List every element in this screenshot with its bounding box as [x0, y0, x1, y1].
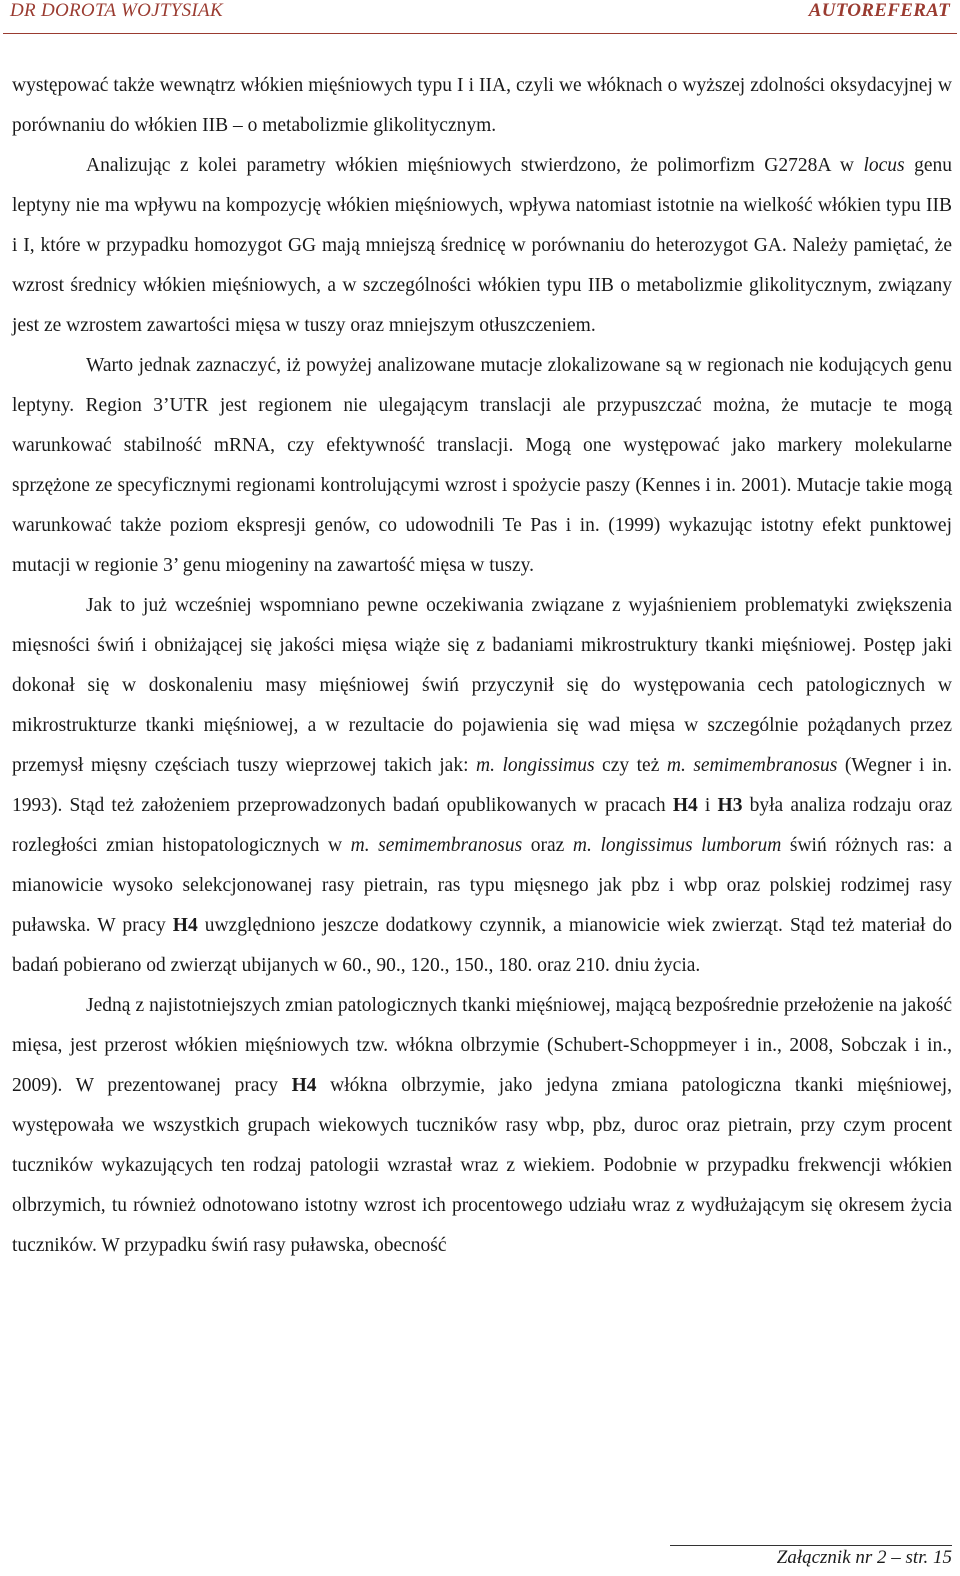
page-header	[10, 0, 950, 34]
paragraph-4: Jak to już wcześniej wspomniano pewne oczekiwania związane z wyjaśnieniem problematyki zwiększenia mięsności świń i obniżającej się jakości mięsa wiąże się z badaniami mikrostruktury tkanki mięśniowej. Postęp jaki dokonał się w doskonaleniu masy mięśniowej świń przyczynił się do występowania cech patologicznych w mikrostrukturze tkanki mięśniowej, a w rezultacie do pojawienia się wad mięsa w szczególnie pożądanych przez przemysł mięsny częściach tuszy wieprzowej takich jak: m. longissimus czy też m. semimembranosus (Wegner i in. 1993). Stąd też założeniem przeprowadzonych badań opublikowanych w pracach H4 i H3 była analiza rodzaju oraz rozległości zmian histopatologicznych w m. semimembranosus oraz m. longissimus lumborum świń różnych ras: a mianowicie wysoko selekcjonowanej rasy pietrain, ras typu mięsnego jak pbz i wbp oraz polskiej rodzimej rasy puławska. W pracy H4 uwzględniono jeszcze dodatkowy czynnik, a mianowicie wiek zwierząt. Stąd też materiał do badań pobierano od zwierząt ubijanych w 60., 90., 120., 150., 180. oraz 210. dniu życia.	[12, 595, 953, 976]
paragraph-3: Warto jednak zaznaczyć, iż powyżej analizowane mutacje zlokalizowane są w regionach nie kodujących genu leptyny. Region 3’UTR jest regionem nie ulegającym translacji ale przypuszczać można, że mutacje te mogą warunkować stabilność mRNA, czy efektywność translacji. Mogą one występować jako markery molekularne sprzężone ze specyficznymi regionami kontrolującymi wzrost i spożycie paszy (Kennes i in. 2001). Mutacje takie mogą warunkować także poziom ekspresji genów, co udowodnili Te Pas i in. (1999) wykazując istotny efekt punktowej mutacji w regionie 3’ genu miogeniny na zawartość mięsa w tuszy.	[12, 355, 952, 576]
italic-term: locus	[863, 155, 905, 176]
paragraph-1: występować także wewnątrz włókien mięśniowych typu I i IIA, czyli we włóknach o wyższej zdolności oksydacyjnej w porównaniu do włókien IIB – o metabolizmie glikolitycznym.	[12, 75, 952, 136]
italic-term: m. semimembranosus	[666, 755, 838, 776]
bold-ref: H4	[672, 795, 698, 816]
paragraph-2: Analizując z kolei parametry włókien mięśniowych stwierdzono, że polimorfizm G2728A w locus genu leptyny nie ma wpływu na kompozycję włókien mięśniowych, wpływa natomiast istotnie na wielkość włókien typu IIB i I, które w przypadku homozygot GG mają mniejszą średnicę w porównaniu do heterozygot GA. Należy pamiętać, że wzrost średnicy włókien mięśniowych, a w szczególności włókien typu IIB o metabolizmie glikolitycznym, związany jest ze wzrostem zawartości mięsa w tuszy oraz mniejszym otłuszczeniem.	[12, 155, 953, 336]
italic-term: m. longissimus	[476, 755, 595, 776]
paragraph-5: Jedną z najistotniejszych zmian patologicznych tkanki mięśniowej, mającą bezpośrednie przełożenie na jakość mięsa, jest przerost włókien mięśniowych tzw. włókna olbrzymie (Schubert-Schoppmeyer i in., 2008, Sobczak i in., 2009). W prezentowanej pracy H4 włókna olbrzymie, jako jedyna zmiana patologiczna tkanki mięśniowej, występowała we wszystkich grupach wiekowych tuczników rasy wbp, pbz, duroc oraz pietrain, przy czym procent tuczników wykazujących ten rodzaj patologii wzrastał wraz z wiekiem. Podobnie w przypadku frekwencji włókien olbrzymich, tu również odnotowano istotny wzrost ich procentowego udziału wraz z wydłużającym się okresem życia tuczników. W przypadku świń rasy puławska, obecność	[12, 995, 952, 1256]
bold-ref: H3	[717, 795, 743, 816]
italic-term: m. longissimus lumborum	[572, 835, 782, 856]
bold-ref: H4	[291, 1075, 317, 1096]
document-body	[12, 66, 952, 1266]
header-divider	[3, 33, 957, 34]
header-author: DR DOROTA WOJTYSIAK	[10, 0, 223, 21]
bold-ref: H4	[172, 915, 198, 936]
footer-divider	[670, 1545, 952, 1546]
page-footer: Załącznik nr 2 – str. 15	[776, 1547, 952, 1568]
header-doc-type: AUTOREFERAT	[808, 0, 950, 21]
italic-term: m. semimembranosus	[350, 835, 523, 856]
